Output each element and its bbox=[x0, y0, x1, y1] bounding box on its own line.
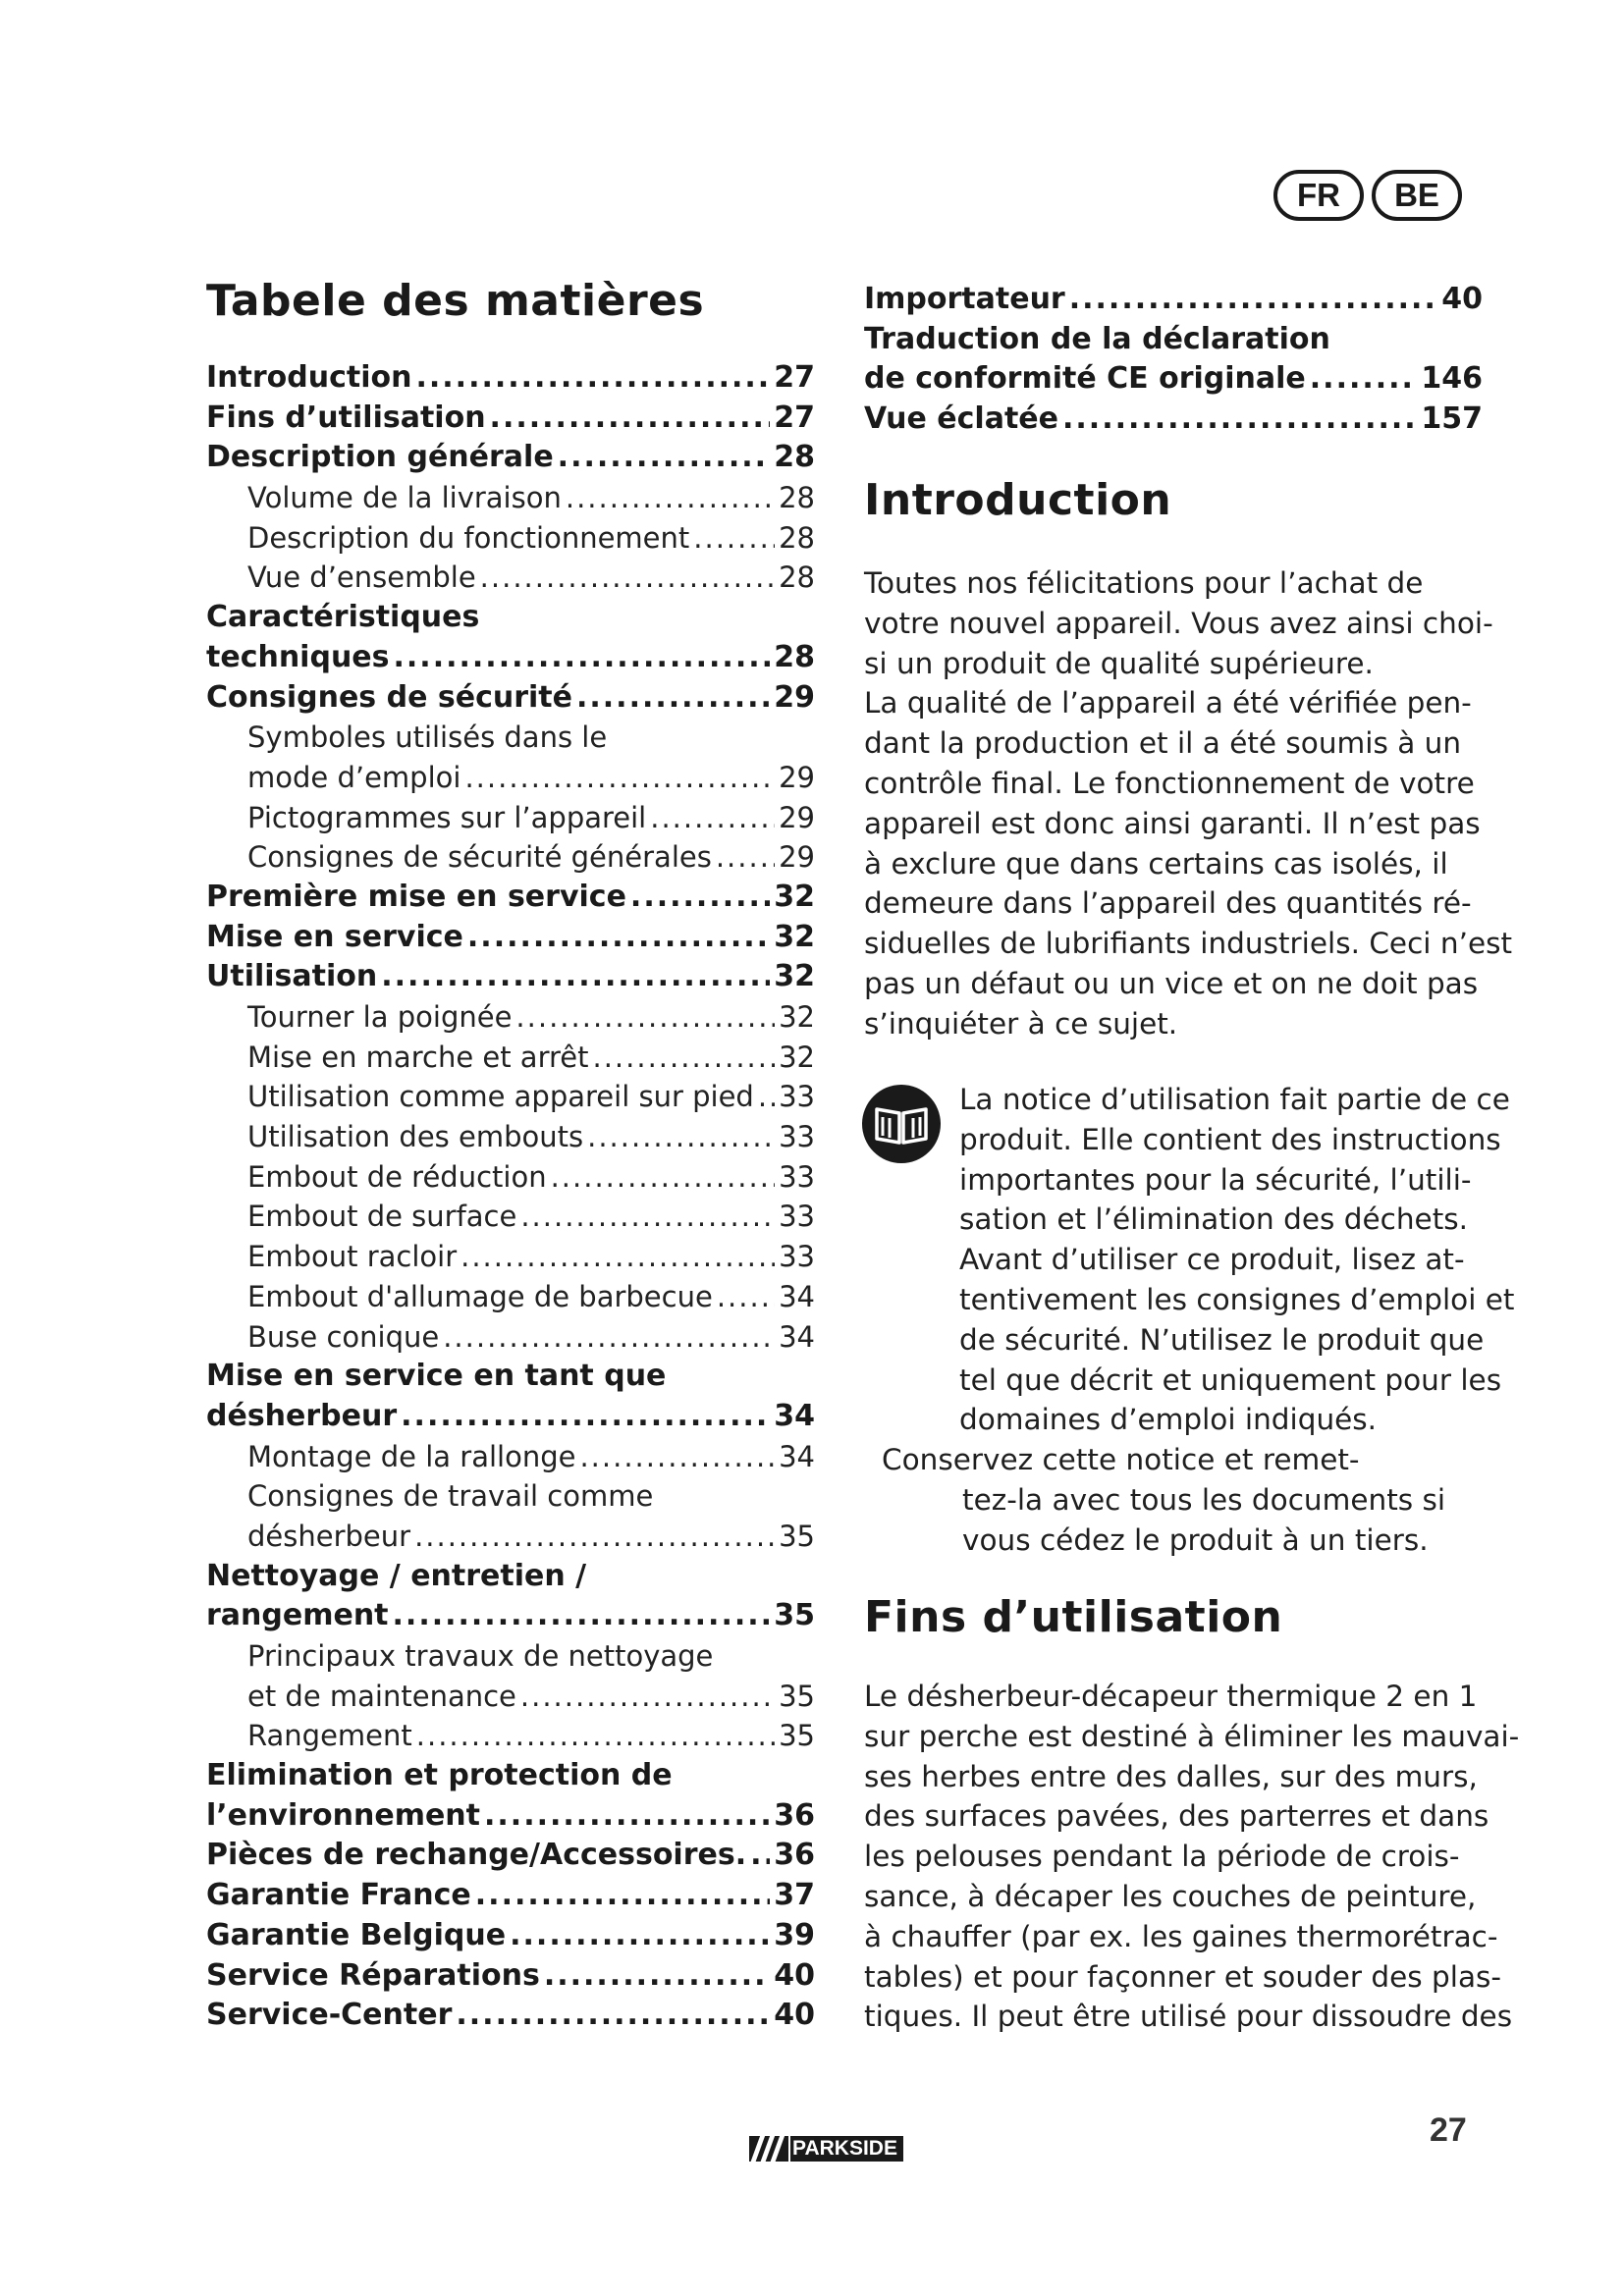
toc-leader-dots bbox=[401, 1397, 770, 1437]
toc-leader-dots bbox=[1069, 280, 1438, 320]
toc-leader-dots bbox=[1062, 400, 1417, 440]
toc-leader-dots bbox=[475, 1876, 770, 1916]
toc-entry bbox=[206, 1517, 815, 1557]
toc-leader-dots bbox=[579, 1437, 775, 1477]
toc-entry-label: Vue d’ensemble bbox=[247, 561, 476, 595]
toc-entry-label: Introduction bbox=[206, 360, 412, 395]
toc-entry bbox=[206, 1157, 815, 1198]
toc-entry-label: désherbeur bbox=[247, 1519, 411, 1553]
toc-entry-label: rangement bbox=[206, 1598, 389, 1633]
toc-entry-label: Importateur bbox=[864, 282, 1065, 316]
toc-entry-label: Garantie France bbox=[206, 1878, 471, 1913]
toc-entry-label: Buse conique bbox=[247, 1319, 440, 1354]
toc-entry bbox=[864, 400, 1483, 440]
toc-entry-label: Caractéristiques bbox=[206, 600, 480, 635]
toc-leader-dots bbox=[490, 399, 771, 439]
toc-entry bbox=[206, 798, 815, 838]
toc-leader-dots bbox=[464, 758, 775, 798]
toc-leader-dots bbox=[576, 678, 770, 719]
text-line: appareil est donc ainsi garanti. Il n’est pas bbox=[864, 806, 1481, 840]
text-line: Le désherbeur-décapeur thermique 2 en 1 bbox=[864, 1680, 1478, 1713]
toc-right-list bbox=[864, 280, 1483, 440]
text-line: tables) et pour façonner et souder des plas- bbox=[864, 1959, 1502, 1994]
toc-entry-label: Embout de surface bbox=[247, 1200, 517, 1234]
toc-entry-page: 40 bbox=[774, 1998, 815, 2033]
toc-entry-label: Service Réparations bbox=[206, 1957, 540, 1993]
toc-leader-dots bbox=[394, 638, 771, 678]
toc-leader-dots bbox=[716, 837, 775, 878]
toc-entry-label: Mise en service en tant que bbox=[206, 1359, 667, 1394]
notice-text bbox=[959, 1080, 1515, 1440]
fins-heading: Fins d’utilisation bbox=[864, 1592, 1283, 1642]
toc-leader-dots bbox=[593, 1038, 776, 1078]
toc-entry-label: Première mise en service bbox=[206, 879, 626, 914]
toc-entry bbox=[864, 359, 1483, 400]
toc-leader-dots bbox=[558, 438, 771, 478]
toc-entry-page: 32 bbox=[774, 959, 815, 994]
toc-entry-label: Pictogrammes sur l’appareil bbox=[247, 800, 647, 834]
toc-entry-page: 27 bbox=[774, 400, 815, 435]
toc-leader-dots bbox=[467, 918, 770, 958]
toc-entry bbox=[206, 1836, 815, 1876]
toc-entry-label: désherbeur bbox=[206, 1398, 398, 1433]
toc-entry-page: 36 bbox=[774, 1797, 815, 1833]
introduction-text bbox=[864, 563, 1512, 1044]
toc-entry bbox=[206, 837, 815, 878]
toc-entry-label: Tourner la poignée bbox=[247, 1000, 513, 1034]
toc-entry-page: 29 bbox=[779, 800, 815, 834]
toc-entry bbox=[206, 358, 815, 399]
keep-notice-first-line: Conservez cette notice et remet- bbox=[882, 1443, 1360, 1476]
toc-entry bbox=[206, 1038, 815, 1078]
text-line: Avant d’utiliser ce produit, lisez at- bbox=[959, 1243, 1465, 1277]
toc-entry-label: Principaux travaux de nettoyage bbox=[247, 1639, 714, 1673]
toc-entry-page: 27 bbox=[774, 360, 815, 395]
toc-entry bbox=[206, 1756, 815, 1796]
text-line: à exclure que dans certains cas isolés, il bbox=[864, 846, 1448, 881]
toc-entry bbox=[206, 1077, 815, 1117]
toc-entry-page: 32 bbox=[779, 1000, 815, 1034]
text-line: tentivement les consignes d’emploi et bbox=[959, 1282, 1515, 1316]
toc-entry bbox=[206, 1796, 815, 1837]
toc-entry bbox=[206, 1677, 815, 1717]
toc-entry-label: Elimination et protection de bbox=[206, 1758, 673, 1793]
toc-leader-dots bbox=[750, 1836, 770, 1876]
toc-entry-label: Rangement bbox=[247, 1719, 412, 1753]
logo-stripes bbox=[749, 2136, 788, 2162]
toc-entry-page: 33 bbox=[779, 1240, 815, 1274]
parkside-logo bbox=[749, 2136, 903, 2162]
toc-entry-page: 28 bbox=[774, 639, 815, 674]
text-line: vous cédez le produit à un tiers. bbox=[962, 1522, 1429, 1557]
text-line: pas un défaut ou un vice et on ne doit pas bbox=[864, 966, 1479, 1000]
toc-entry-label: Utilisation comme appareil sur pied bbox=[247, 1080, 754, 1114]
toc-entry bbox=[206, 918, 815, 958]
toc-entry-label: Fins d’utilisation bbox=[206, 400, 486, 435]
text-line: tez-la avec tous les documents si bbox=[962, 1483, 1446, 1517]
toc-entry bbox=[206, 1237, 815, 1277]
toc-entry bbox=[206, 478, 815, 518]
toc-leader-dots bbox=[480, 558, 775, 598]
toc-entry-label: Consignes de sécurité bbox=[206, 679, 572, 715]
toc-entry bbox=[864, 320, 1483, 360]
toc-entry-label: l’environnement bbox=[206, 1797, 480, 1833]
toc-entry-label: Mise en service bbox=[206, 919, 463, 954]
keep-notice-text bbox=[962, 1480, 1445, 1561]
toc-leader-dots bbox=[717, 1277, 775, 1317]
toc-entry bbox=[206, 1716, 815, 1756]
text-line: de sécurité. N’utilisez le produit que bbox=[959, 1322, 1485, 1357]
toc-entry bbox=[206, 1317, 815, 1358]
text-line: votre nouvel appareil. Vous avez ainsi choi- bbox=[864, 606, 1493, 640]
toc-entry-label: Embout de réduction bbox=[247, 1159, 547, 1194]
toc-entry bbox=[206, 399, 815, 439]
toc-leader-dots bbox=[630, 878, 770, 918]
toc-entry-page: 34 bbox=[779, 1439, 815, 1473]
toc-entry bbox=[206, 758, 815, 798]
toc-entry bbox=[206, 1557, 815, 1597]
toc-leader-dots bbox=[415, 358, 770, 399]
text-line: domaines d’emploi indiqués. bbox=[959, 1403, 1378, 1437]
toc-leader-dots bbox=[381, 957, 770, 997]
toc-entry-label: et de maintenance bbox=[247, 1679, 516, 1713]
toc-entry-page: 35 bbox=[779, 1719, 815, 1753]
toc-entry-page: 28 bbox=[779, 561, 815, 595]
toc-entry bbox=[206, 1397, 815, 1437]
toc-entry bbox=[206, 558, 815, 598]
toc-entry-page: 34 bbox=[779, 1319, 815, 1354]
toc-entry-label: Garantie Belgique bbox=[206, 1917, 507, 1952]
text-line: tiques. Il peut être utilisé pour dissoudre des bbox=[864, 2000, 1513, 2034]
toc-leader-dots bbox=[520, 1677, 775, 1717]
language-badge-fr: FR bbox=[1273, 170, 1364, 221]
toc-left-list bbox=[206, 358, 815, 2036]
toc-leader-dots bbox=[1310, 359, 1418, 400]
toc-entry-page: 28 bbox=[779, 481, 815, 515]
toc-entry-page: 37 bbox=[774, 1878, 815, 1913]
toc-entry-page: 32 bbox=[779, 1040, 815, 1074]
toc-entry-page: 35 bbox=[779, 1519, 815, 1553]
toc-entry bbox=[206, 1437, 815, 1477]
text-line: sance, à décaper les couches de peinture, bbox=[864, 1879, 1477, 1913]
toc-entry-label: Symboles utilisés dans le bbox=[247, 721, 608, 755]
toc-entry-page: 35 bbox=[779, 1679, 815, 1713]
toc-entry bbox=[206, 1357, 815, 1397]
toc-entry bbox=[206, 1117, 815, 1157]
toc-entry bbox=[206, 1916, 815, 1956]
text-line: s’inquiéter à ce sujet. bbox=[864, 1006, 1178, 1041]
text-line: importantes pour la sécurité, l’utili- bbox=[959, 1162, 1472, 1197]
toc-entry bbox=[206, 1996, 815, 2036]
toc-leader-dots bbox=[650, 798, 775, 838]
toc-entry bbox=[206, 997, 815, 1038]
text-line: dant la production et il a été soumis à un bbox=[864, 726, 1462, 761]
text-line: si un produit de qualité supérieure. bbox=[864, 646, 1374, 680]
toc-leader-dots bbox=[520, 1197, 775, 1237]
toc-entry-label: Embout d'allumage de barbecue bbox=[247, 1279, 713, 1313]
toc-entry-page: 28 bbox=[774, 440, 815, 475]
toc-entry-page: 146 bbox=[1421, 361, 1483, 397]
text-line: des surfaces pavées, des parterres et dans bbox=[864, 1799, 1489, 1834]
toc-leader-dots bbox=[414, 1517, 775, 1557]
toc-leader-dots bbox=[551, 1157, 776, 1198]
toc-entry-label: Traduction de la déclaration bbox=[864, 321, 1330, 356]
toc-entry-label: Description du fonctionnement bbox=[247, 520, 690, 555]
toc-entry-page: 40 bbox=[774, 1957, 815, 1993]
toc-entry-label: Service-Center bbox=[206, 1998, 453, 2033]
toc-entry bbox=[206, 718, 815, 758]
toc-leader-dots bbox=[587, 1117, 775, 1157]
toc-entry-page: 29 bbox=[779, 840, 815, 875]
toc-leader-dots bbox=[443, 1317, 775, 1358]
text-line: à chauffer (par ex. les gaines thermorétrac- bbox=[864, 1919, 1498, 1953]
page-number: 27 bbox=[1430, 2111, 1467, 2149]
language-badge-be: BE bbox=[1372, 170, 1462, 221]
toc-entry bbox=[864, 280, 1483, 320]
toc-entry-label: Consignes de travail comme bbox=[247, 1479, 654, 1514]
text-line: sur perche est destiné à éliminer les mauvai- bbox=[864, 1719, 1520, 1753]
toc-entry-page: 40 bbox=[1441, 282, 1483, 316]
introduction-heading: Introduction bbox=[864, 475, 1172, 525]
toc-entry bbox=[206, 678, 815, 719]
text-line: siduelles de lubrifiants industriels. Ceci n’est bbox=[864, 927, 1513, 961]
text-line: Toutes nos félicitations pour l’achat de bbox=[864, 566, 1424, 600]
toc-leader-dots bbox=[510, 1916, 770, 1956]
toc-entry-label: Description générale bbox=[206, 440, 554, 475]
toc-entry-label: Embout racloir bbox=[247, 1240, 458, 1274]
toc-entry bbox=[206, 1596, 815, 1636]
toc-leader-dots bbox=[460, 1237, 775, 1277]
toc-leader-dots bbox=[544, 1956, 770, 1997]
toc-leader-dots bbox=[416, 1716, 775, 1756]
toc-leader-dots bbox=[758, 1077, 775, 1117]
toc-entry-label: Volume de la livraison bbox=[247, 481, 562, 515]
toc-entry-label: de conformité CE originale bbox=[864, 361, 1306, 397]
toc-entry-label: Utilisation des embouts bbox=[247, 1120, 584, 1154]
text-line: contrôle final. Le fonctionnement de votre bbox=[864, 766, 1475, 800]
language-badges bbox=[1273, 170, 1462, 221]
fins-text bbox=[864, 1677, 1519, 2037]
toc-entry-page: 34 bbox=[774, 1398, 815, 1433]
toc-entry-label: Consignes de sécurité générales bbox=[247, 840, 712, 875]
toc-entry-page: 157 bbox=[1421, 401, 1483, 437]
toc-entry-page: 33 bbox=[779, 1200, 815, 1234]
text-line: produit. Elle contient des instructions bbox=[959, 1122, 1501, 1156]
text-line: sation et l’élimination des déchets. bbox=[959, 1202, 1469, 1237]
text-line: La qualité de l’appareil a été vérifiée pen- bbox=[864, 686, 1472, 721]
toc-entry-page: 28 bbox=[779, 520, 815, 555]
toc-entry-page: 34 bbox=[779, 1279, 815, 1313]
text-line: tel que décrit et uniquement pour les bbox=[959, 1362, 1502, 1397]
toc-entry-page: 33 bbox=[779, 1080, 815, 1114]
toc-entry-page: 29 bbox=[774, 679, 815, 715]
toc-entry bbox=[206, 957, 815, 997]
toc-entry-page: 33 bbox=[779, 1159, 815, 1194]
text-line: demeure dans l’appareil des quantités ré- bbox=[864, 886, 1472, 921]
toc-entry-page: 33 bbox=[779, 1120, 815, 1154]
toc-heading: Tabele des matières bbox=[206, 276, 705, 326]
toc-entry-label: mode d’emploi bbox=[247, 760, 461, 794]
toc-entry-label: Montage de la rallonge bbox=[247, 1439, 576, 1473]
toc-entry-page: 36 bbox=[774, 1838, 815, 1873]
book-icon bbox=[861, 1084, 942, 1164]
toc-entry-page: 32 bbox=[774, 919, 815, 954]
toc-entry bbox=[206, 598, 815, 638]
text-line: ses herbes entre des dalles, sur des murs, bbox=[864, 1759, 1478, 1793]
toc-entry bbox=[206, 1876, 815, 1916]
toc-entry-label: Pièces de rechange/Accessoires. bbox=[206, 1838, 747, 1873]
toc-leader-dots bbox=[456, 1996, 770, 2036]
text-line: La notice d’utilisation fait partie de ce bbox=[959, 1083, 1510, 1116]
toc-entry-page: 32 bbox=[774, 879, 815, 914]
toc-entry-page: 29 bbox=[779, 760, 815, 794]
toc-entry-label: Nettoyage / entretien / bbox=[206, 1558, 587, 1593]
toc-entry bbox=[206, 1197, 815, 1237]
toc-entry-page: 35 bbox=[774, 1598, 815, 1633]
toc-entry bbox=[206, 438, 815, 478]
toc-entry-label: Mise en marche et arrêt bbox=[247, 1040, 589, 1074]
text-line: les pelouses pendant la période de crois- bbox=[864, 1840, 1460, 1874]
toc-entry bbox=[206, 1277, 815, 1317]
toc-leader-dots bbox=[566, 478, 775, 518]
toc-entry-label: Utilisation bbox=[206, 959, 378, 994]
toc-entry-label: techniques bbox=[206, 639, 390, 674]
toc-leader-dots bbox=[393, 1596, 771, 1636]
toc-leader-dots bbox=[693, 518, 775, 559]
toc-entry bbox=[206, 518, 815, 559]
toc-leader-dots bbox=[484, 1796, 770, 1837]
brand-name: PARKSIDE bbox=[788, 2136, 903, 2162]
toc-entry-label: Vue éclatée bbox=[864, 401, 1058, 437]
toc-entry bbox=[206, 1476, 815, 1517]
toc-entry-page: 39 bbox=[774, 1917, 815, 1952]
toc-entry bbox=[206, 878, 815, 918]
toc-leader-dots bbox=[515, 997, 775, 1038]
toc-entry bbox=[206, 1636, 815, 1677]
toc-entry bbox=[206, 638, 815, 678]
toc-entry bbox=[206, 1956, 815, 1997]
